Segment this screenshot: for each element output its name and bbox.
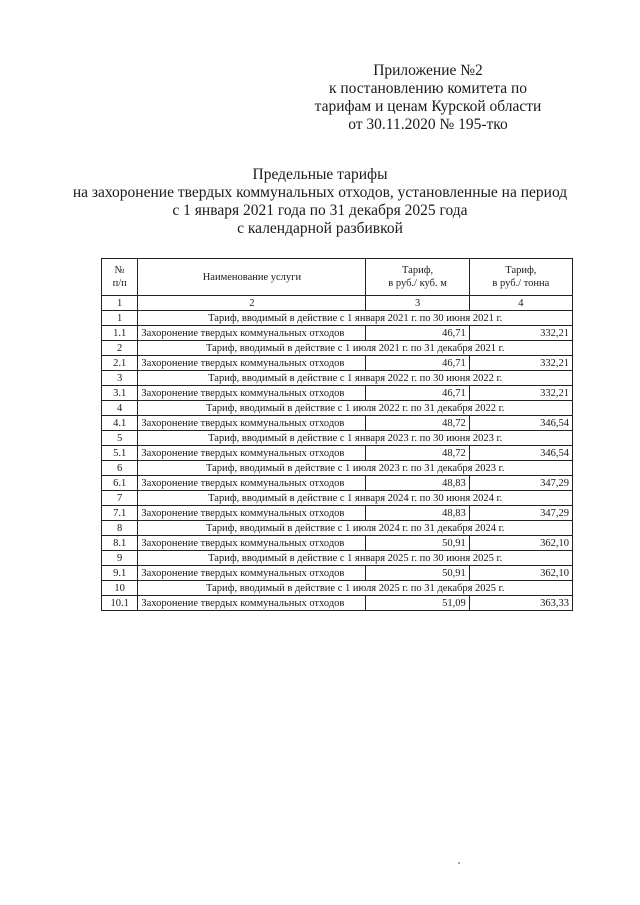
table-row-tariff <box>102 536 573 551</box>
row-num: 7.1 <box>102 506 138 521</box>
period-num: 9 <box>102 551 138 566</box>
tariff-per-m3: 48,83 <box>366 506 469 521</box>
period-num: 5 <box>102 431 138 446</box>
tariff-per-ton: 346,54 <box>469 416 572 431</box>
table-row-tariff <box>102 566 573 581</box>
tariff-per-ton: 363,33 <box>469 596 572 611</box>
tariff-table <box>101 258 573 611</box>
row-num: 2.1 <box>102 356 138 371</box>
header-tariff-m3: Тариф, в руб./ куб. м <box>366 259 469 296</box>
row-num: 4.1 <box>102 416 138 431</box>
column-number: 4 <box>469 296 572 311</box>
table-row-tariff <box>102 416 573 431</box>
tariff-per-m3: 46,71 <box>366 326 469 341</box>
period-num: 3 <box>102 371 138 386</box>
service-name: Захоронение твердых коммунальных отходов <box>138 476 366 491</box>
table-row-tariff <box>102 326 573 341</box>
row-num: 6.1 <box>102 476 138 491</box>
row-num: 5.1 <box>102 446 138 461</box>
scan-speck <box>458 862 460 864</box>
tariff-per-m3: 46,71 <box>366 386 469 401</box>
title-line: с 1 января 2021 года по 31 декабря 2025 года <box>172 202 468 219</box>
period-label: Тариф, вводимый в действие с 1 января 2022 г. по 30 июня 2022 г. <box>138 371 573 386</box>
period-num: 7 <box>102 491 138 506</box>
table-row-tariff <box>102 596 573 611</box>
header-service: Наименование услуги <box>138 259 366 296</box>
period-num: 10 <box>102 581 138 596</box>
tariff-per-ton: 347,29 <box>469 476 572 491</box>
period-label: Тариф, вводимый в действие с 1 июля 2021 г. по 31 декабря 2021 г. <box>138 341 573 356</box>
tariff-per-ton: 346,54 <box>469 446 572 461</box>
period-label: Тариф, вводимый в действие с 1 января 2024 г. по 30 июня 2024 г. <box>138 491 573 506</box>
title-line: на захоронение твердых коммунальных отходов, установленные на период <box>72 184 568 201</box>
tariff-per-ton: 332,21 <box>469 386 572 401</box>
row-num: 8.1 <box>102 536 138 551</box>
tariff-per-m3: 50,91 <box>366 566 469 581</box>
service-name: Захоронение твердых коммунальных отходов <box>138 596 366 611</box>
appendix-line: Приложение №2 <box>373 62 483 79</box>
table-header-row <box>102 259 573 296</box>
appendix-line: к постановлению комитета по <box>328 80 528 97</box>
tariff-per-ton: 362,10 <box>469 566 572 581</box>
tariff-per-m3: 48,72 <box>366 446 469 461</box>
table-row-tariff <box>102 446 573 461</box>
column-number-row <box>102 296 573 311</box>
tariff-per-ton: 362,10 <box>469 536 572 551</box>
tariff-per-ton: 347,29 <box>469 506 572 521</box>
tariff-per-m3: 46,71 <box>366 356 469 371</box>
service-name: Захоронение твердых коммунальных отходов <box>138 326 366 341</box>
service-name: Захоронение твердых коммунальных отходов <box>138 506 366 521</box>
service-name: Захоронение твердых коммунальных отходов <box>138 536 366 551</box>
period-num: 8 <box>102 521 138 536</box>
tariff-per-m3: 48,83 <box>366 476 469 491</box>
row-num: 10.1 <box>102 596 138 611</box>
title-line: Предельные тарифы <box>252 166 388 183</box>
service-name: Захоронение твердых коммунальных отходов <box>138 446 366 461</box>
row-num: 9.1 <box>102 566 138 581</box>
table-row-period <box>102 491 573 506</box>
table-row-period <box>102 551 573 566</box>
table-row-period <box>102 401 573 416</box>
period-label: Тариф, вводимый в действие с 1 июля 2023 г. по 31 декабря 2023 г. <box>138 461 573 476</box>
table-row-tariff <box>102 386 573 401</box>
appendix-reference <box>298 62 558 134</box>
period-label: Тариф, вводимый в действие с 1 июля 2025 г. по 31 декабря 2025 г. <box>138 581 573 596</box>
table-row-tariff <box>102 356 573 371</box>
appendix-line: от 30.11.2020 № 195-тко <box>348 116 508 133</box>
service-name: Захоронение твердых коммунальных отходов <box>138 416 366 431</box>
tariff-per-m3: 51,09 <box>366 596 469 611</box>
tariff-per-m3: 48,72 <box>366 416 469 431</box>
period-label: Тариф, вводимый в действие с 1 июля 2022 г. по 31 декабря 2022 г. <box>138 401 573 416</box>
period-num: 4 <box>102 401 138 416</box>
service-name: Захоронение твердых коммунальных отходов <box>138 386 366 401</box>
header-num: № п/п <box>102 259 138 296</box>
table-row-period <box>102 521 573 536</box>
table-row-period <box>102 371 573 386</box>
table-row-tariff <box>102 476 573 491</box>
table-row-tariff <box>102 506 573 521</box>
service-name: Захоронение твердых коммунальных отходов <box>138 356 366 371</box>
title-line: с календарной разбивкой <box>237 220 403 237</box>
column-number: 1 <box>102 296 138 311</box>
period-label: Тариф, вводимый в действие с 1 января 2025 г. по 30 июня 2025 г. <box>138 551 573 566</box>
column-number: 3 <box>366 296 469 311</box>
service-name: Захоронение твердых коммунальных отходов <box>138 566 366 581</box>
row-num: 3.1 <box>102 386 138 401</box>
table-row-period <box>102 431 573 446</box>
period-label: Тариф, вводимый в действие с 1 июля 2024 г. по 31 декабря 2024 г. <box>138 521 573 536</box>
tariff-per-m3: 50,91 <box>366 536 469 551</box>
table-row-period <box>102 461 573 476</box>
row-num: 1.1 <box>102 326 138 341</box>
table-row-period <box>102 311 573 326</box>
period-num: 6 <box>102 461 138 476</box>
period-num: 2 <box>102 341 138 356</box>
header-tariff-ton: Тариф, в руб./ тонна <box>469 259 572 296</box>
tariff-per-ton: 332,21 <box>469 356 572 371</box>
period-num: 1 <box>102 311 138 326</box>
tariff-per-ton: 332,21 <box>469 326 572 341</box>
appendix-line: тарифам и ценам Курской области <box>314 98 542 115</box>
period-rows <box>102 311 573 611</box>
document-title <box>60 166 580 238</box>
period-label: Тариф, вводимый в действие с 1 января 2023 г. по 30 июня 2023 г. <box>138 431 573 446</box>
table-row-period <box>102 341 573 356</box>
period-label: Тариф, вводимый в действие с 1 января 2021 г. по 30 июня 2021 г. <box>138 311 573 326</box>
table-row-period <box>102 581 573 596</box>
column-number: 2 <box>138 296 366 311</box>
